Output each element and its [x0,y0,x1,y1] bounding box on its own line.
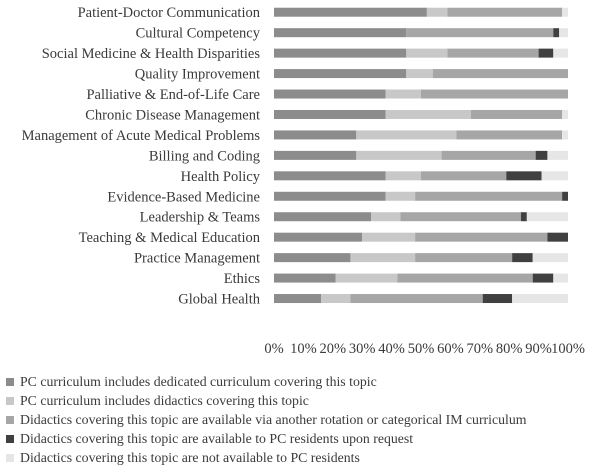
legend-item [6,429,596,448]
bar-segment-series-5 [559,28,568,37]
category-label: Leadership & Teams [139,209,260,226]
x-tick-label: 70% [466,340,494,357]
bar-segment-series-2 [386,192,415,201]
bar-segment-series-1 [274,253,350,262]
bar-segment-series-3 [471,110,562,119]
category-label: Cultural Competency [135,25,260,42]
bar-segment-series-2 [406,69,432,78]
bar-segment-series-5 [527,212,568,221]
legend-swatch [6,454,14,462]
bar-segment-series-4 [506,171,541,180]
bar-segment-series-3 [456,130,562,139]
category-label: Patient-Doctor Communication [77,5,260,22]
bar-segment-series-2 [406,49,447,58]
legend-item [6,391,596,410]
x-tick-label: 40% [378,340,405,357]
bar-segment-series-1 [274,212,371,221]
bar-segment-series-5 [562,130,568,139]
bar-segment-series-3 [415,192,562,201]
legend-label: Didactics covering this topic are available to PC residents upon request [20,430,414,446]
category-label: Billing and Coding [148,148,260,165]
x-tick-label: 60% [437,340,464,357]
bar-segment-series-2 [356,151,441,160]
x-tick-label: 100% [551,340,585,357]
bar-segment-series-1 [274,151,356,160]
legend-label: Didactics covering this topic are available via another rotation or categorical IM curriculum [20,411,527,427]
legend-label: PC curriculum includes dedicated curriculum covering this topic [20,373,377,389]
x-tick-label: 10% [290,340,317,357]
category-label: Quality Improvement [134,66,260,83]
bar-segment-series-3 [421,171,506,180]
bar-segment-series-3 [350,294,482,303]
bar-segment-series-5 [547,151,568,160]
category-label: Teaching & Medical Education [78,230,260,247]
legend-swatch [6,397,14,405]
bar-segment-series-4 [553,28,559,37]
bar-segment-series-1 [274,28,406,37]
bar-segment-series-5 [553,274,568,283]
category-label: Ethics [223,271,260,288]
bar-segment-series-2 [350,253,415,262]
bar-segment-series-1 [274,90,386,99]
legend-label: PC curriculum includes didactics covering this topic [20,392,309,408]
legend-item [6,448,596,467]
bar-segment-series-1 [274,8,427,17]
x-tick-label: 50% [407,340,435,357]
bar-segment-series-2 [336,274,398,283]
bar-segment-series-3 [415,233,547,242]
bar-segment-series-4 [512,253,533,262]
category-label: Health Policy [180,168,260,185]
bars-group [274,8,568,303]
category-label: Global Health [178,291,260,308]
x-tick-label: 30% [348,340,376,357]
bar-segment-series-2 [321,294,350,303]
x-axis-ticks [264,341,585,357]
bar-segment-series-3 [415,253,512,262]
chart-legend [6,372,596,467]
legend-label: Didactics covering this topic are not available to PC residents [20,449,360,465]
bar-segment-series-2 [371,212,400,221]
bar-segment-series-2 [386,171,421,180]
category-label: Chronic Disease Management [85,107,260,124]
legend-swatch [6,416,14,424]
x-tick-label: 90% [525,340,552,357]
bar-segment-series-1 [274,110,386,119]
legend-swatch [6,435,14,443]
bar-segment-series-1 [274,49,406,58]
bar-segment-series-3 [406,28,553,37]
bar-segment-series-5 [553,49,568,58]
bar-segment-series-5 [533,253,568,262]
bar-segment-series-3 [442,151,536,160]
bar-segment-series-4 [483,294,512,303]
bar-segment-series-1 [274,171,386,180]
bar-segment-series-5 [512,294,568,303]
bar-segment-series-2 [386,110,471,119]
bar-segment-series-3 [421,90,568,99]
bar-segment-series-1 [274,274,336,283]
bar-segment-series-1 [274,294,321,303]
bar-segment-series-3 [433,69,568,78]
bar-segment-series-4 [536,151,548,160]
bar-segment-series-2 [386,90,421,99]
category-label: Social Medicine & Health Disparities [41,46,260,63]
category-label: Evidence-Based Medicine [107,189,260,206]
bar-segment-series-1 [274,192,386,201]
legend-swatch [6,378,14,386]
bar-segment-series-5 [562,110,568,119]
bar-segment-series-3 [397,274,532,283]
bar-segment-series-5 [562,8,568,17]
bar-segment-series-4 [539,49,554,58]
category-labels [22,5,261,307]
bar-segment-series-4 [562,192,568,201]
x-tick-label: 80% [495,340,523,357]
bar-segment-series-4 [521,212,527,221]
bar-segment-series-1 [274,69,406,78]
legend-item [6,372,596,391]
bar-segment-series-2 [427,8,448,17]
bar-segment-series-3 [447,8,562,17]
legend-item [6,410,596,429]
bar-segment-series-2 [356,130,456,139]
bar-segment-series-1 [274,130,356,139]
bar-segment-series-5 [542,171,568,180]
bar-segment-series-3 [447,49,538,58]
category-label: Management of Acute Medical Problems [21,127,260,144]
bar-segment-series-4 [533,274,554,283]
bar-segment-series-4 [547,233,568,242]
bar-segment-series-2 [362,233,415,242]
category-label: Practice Management [133,250,260,267]
x-tick-label: 20% [319,340,347,357]
x-tick-label: 0% [264,340,284,357]
bar-segment-series-1 [274,233,362,242]
category-label: Palliative & End-of-Life Care [86,87,260,104]
bar-segment-series-3 [400,212,521,221]
